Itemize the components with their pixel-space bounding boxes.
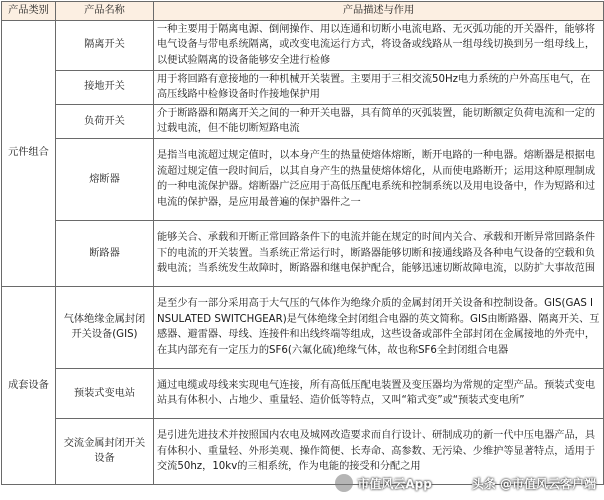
- product-description: 是引进先进技术并按照国内农电及城网改造要求而自行设计、研制成功的新一代中压电器产品，具有体积小、重量轻、外形美观、操作简便、长寿命、高参数、无污染、少维护等显著特点，适用于交流50hz，10kv的三相系统，作为电能的接受和分配之用: [154, 418, 604, 484]
- table-row: [2, 138, 604, 220]
- watermark-left: [335, 474, 431, 492]
- watermark-right-text: 头条 @市值风云客户端: [471, 476, 596, 491]
- table-row: [2, 104, 604, 138]
- header-category: 产品类别: [2, 2, 56, 21]
- product-description: 一种主要用于隔离电源、倒闸操作、用以连通和切断小电流电路、无灭弧功能的开关器件，能够将电气设备与带电系统隔离，或改变电流运行方式，将设备或线路从一组母线切换到另一组母线上，以便试验隔离的设备能够安全进行检修: [154, 20, 604, 70]
- header-description: 产品描述与作用: [154, 2, 604, 21]
- category-cell: 成套设备: [2, 286, 56, 484]
- product-name: 交流金属封闭开关设备: [56, 418, 154, 484]
- table-header-row: [2, 2, 604, 21]
- product-name: 隔离开关: [56, 20, 154, 70]
- table-row: [2, 286, 604, 368]
- table-row: [2, 70, 604, 104]
- product-name: 熔断器: [56, 138, 154, 220]
- category-cell: 元件组合: [2, 20, 56, 286]
- product-name: 断路器: [56, 220, 154, 286]
- product-description: 能够关合、承载和开断正常回路条件下的电流并能在规定的时间内关合、承载和开断异常回路条件下的电流的开关装置。当系统正常运行时，断路器能够切断和接通线路及各种电气设备的空载和负载电流；当系统发生故障时，断路器和继电保护配合，能够迅速切断故障电流，以防扩大事故范围: [154, 220, 604, 286]
- watermark-bar: [335, 474, 596, 492]
- table-row: [2, 220, 604, 286]
- watermark-left-text: 市值风云App: [357, 476, 432, 491]
- header-name: 产品名称: [56, 2, 154, 21]
- product-description: 通过电缆或母线来实现电气连接，所有高低压配电装置及变压器均为常规的定型产品。预装式变电站具有体积小、占地少、重量轻、造价低等特点，又叫“箱式变”或“预装式变电所”: [154, 368, 604, 418]
- watermark-right: [472, 475, 596, 492]
- app-logo-icon: [335, 474, 353, 492]
- product-table: [1, 1, 604, 485]
- product-name: 预装式变电站: [56, 368, 154, 418]
- product-description: 是指当电流超过规定值时，以本身产生的热量使熔体熔断，断开电路的一种电器。熔断器是根据电流超过规定值一段时间后，以其自身产生的热量使熔体熔化，从而使电路断开；运用这种原理制成的一种电流保护器。熔断器广泛应用于高低压配电系统和控制系统以及用电设备中，作为短路和过电流的保护器，是应用最普遍的保护器件之一: [154, 138, 604, 220]
- table-row: [2, 20, 604, 70]
- table-row: [2, 368, 604, 418]
- product-name: 负荷开关: [56, 104, 154, 138]
- product-description: 是至少有一部分采用高于大气压的气体作为绝缘介质的金属封闭开关设备和控制设备。GIS(GAS INSULATED SWITCHGEAR)是气体绝缘全封闭组合电器的英文简称。GIS由断路器、隔离开关、互感器、避雷器、母线、连接件和出线终端等组成，这些设备或部件全部封闭在金属接地的外壳中，在其内部充有一定压力的SF6(六氟化硫)绝缘气体，故也称SF6全封闭组合电器: [154, 286, 604, 368]
- product-name: 接地开关: [56, 70, 154, 104]
- product-description: 介于断路器和隔离开关之间的一种开关电器，具有简单的灭弧装置，能切断额定负荷电流和一定的过载电流，但不能切断短路电流: [154, 104, 604, 138]
- product-name: 气体绝缘金属封闭开关设备(GIS): [56, 286, 154, 368]
- product-description: 用于将回路有意接地的一种机械开关装置。主要用于三相交流50Hz电力系统的户外高压电气，在高压线路中检修设备时作接地保护用: [154, 70, 604, 104]
